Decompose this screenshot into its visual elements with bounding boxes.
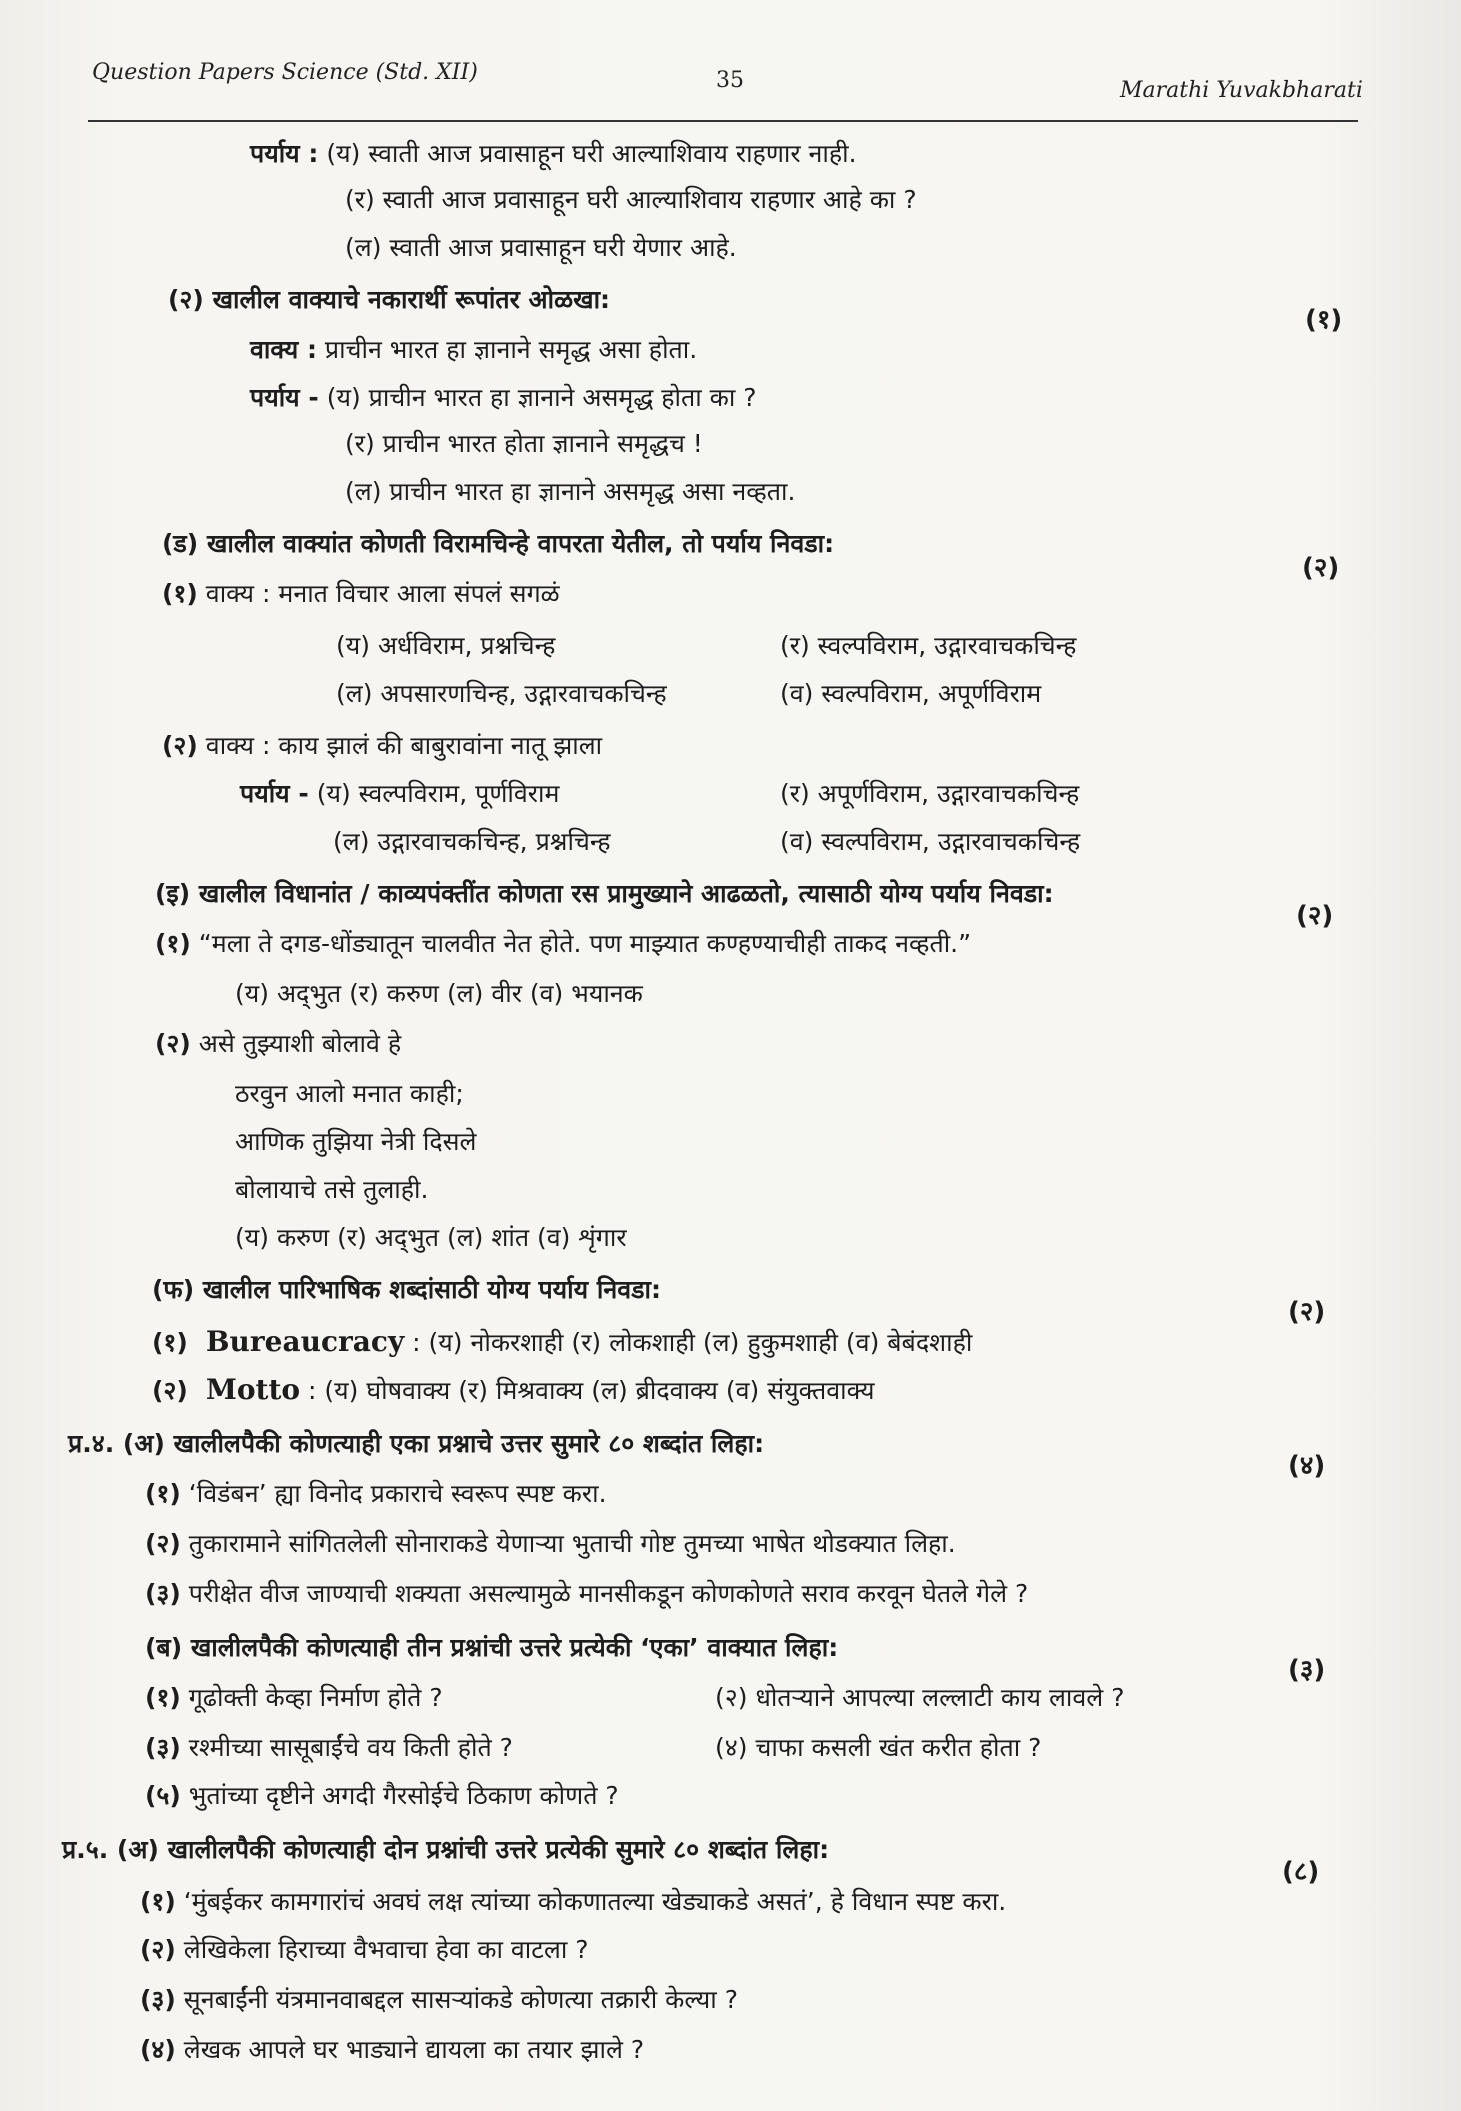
header-rule — [88, 120, 1358, 122]
text-line — [140, 1888, 1006, 1917]
text-line — [250, 336, 697, 365]
text-line — [162, 580, 560, 609]
line-text: “मला ते दगड-धोंड्यातून चालवीत नेत होते. पण माझ्यात कण्हण्याचीही ताकद नव्हती.” — [190, 929, 972, 958]
line-text: लेखिकेला हिराच्या वैभवाचा हेवा का वाटला ? — [175, 1935, 589, 1964]
line-text: (य) स्वाती आज प्रवासाहून घरी आल्याशिवाय राहणार नाही. — [318, 139, 857, 168]
text-line — [336, 632, 555, 661]
line-label: (२) — [140, 1935, 176, 1964]
line-text: (र) स्वाती आज प्रवासाहून घरी आल्याशिवाय राहणार आहे का ? — [345, 185, 917, 214]
text-line — [345, 234, 737, 263]
line-text: (र) स्वल्पविराम, उद्गारवाचकचिन्ह — [780, 631, 1077, 660]
line-label: (२) — [168, 285, 204, 314]
text-line — [345, 186, 917, 215]
term-english: Motto — [205, 1373, 301, 1406]
text-line — [235, 1176, 428, 1205]
line-text: (इ) खालील विधानांत / काव्यपंक्तींत कोणता रस प्रामुख्याने आढळतो, त्यासाठी योग्य पर्याय निवडा: — [155, 879, 1054, 908]
line-text: लेखक आपले घर भाड्याने द्यायला का तयार झाले ? — [175, 2035, 645, 2064]
line-text: (व) स्वल्पविराम, अपूर्णविराम — [780, 679, 1042, 708]
line-text: (व) स्वल्पविराम, उद्गारवाचकचिन्ह — [780, 827, 1081, 856]
text-line — [68, 1430, 764, 1459]
marks-value: (२) — [1296, 901, 1334, 931]
text-line — [62, 1836, 829, 1865]
text-line — [140, 1936, 589, 1965]
line-label: प्र.४. (अ) — [68, 1429, 165, 1458]
term-english: Bureaucracy — [205, 1325, 405, 1358]
line-text: (य) करुण (र) अद्‌भुत (ल) शांत (व) शृंगार — [235, 1223, 627, 1252]
text-line — [780, 828, 1080, 857]
line-text: (य) स्वल्पविराम, पूर्णविराम — [308, 779, 560, 808]
text-line — [235, 1224, 627, 1253]
text-line — [162, 732, 602, 761]
line-label: (३) — [145, 1579, 181, 1608]
line-text: (र) प्राचीन भारत होता ज्ञानाने समृद्धच ! — [345, 429, 703, 458]
line-text: खालील पारिभाषिक शब्दांसाठी योग्य पर्याय निवडा: — [194, 1275, 661, 1304]
text-line — [162, 530, 834, 559]
text-line — [140, 2036, 644, 2065]
marks-value: (२) — [1288, 1297, 1326, 1327]
line-text: रश्मीच्या सासूबाईंचे वय किती होते ? — [180, 1733, 513, 1762]
line-text: वाक्य : काय झालं की बाबुरावांना नातू झाला — [197, 731, 603, 760]
marks-value: (४) — [1288, 1451, 1326, 1481]
line-label: (३) — [140, 1985, 176, 2014]
line-text: भुतांच्या दृष्टीने अगदी गैरसोईचे ठिकाण कोणते ? — [180, 1781, 619, 1810]
line-text: खालीलपैकी कोणत्याही एका प्रश्नाचे उत्तर सुमारे ८० शब्दांत लिहा: — [164, 1429, 765, 1458]
text-line — [345, 478, 795, 507]
line-text: खालीलपैकी कोणत्याही दोन प्रश्नांची उत्तरे प्रत्येकी सुमारे ८० शब्दांत लिहा: — [158, 1835, 830, 1864]
header-left: Question Papers Science (Std. XII) — [92, 60, 478, 85]
line-text: खालीलपैकी कोणत्याही तीन प्रश्नांची उत्तरे प्रत्येकी ‘एका’ वाक्यात लिहा: — [182, 1633, 839, 1662]
line-label: (२) — [155, 1029, 191, 1058]
text-line — [145, 1580, 1028, 1609]
line-text: : (य) नोकरशाही (र) लोकशाही (ल) हुकुमशाही (व) बेबंदशाही — [404, 1328, 973, 1357]
line-text: सूनबाईंनी यंत्रमानवाबद्दल सासऱ्यांकडे कोणत्या तक्रारी केल्या ? — [175, 1985, 738, 2014]
line-text: तुकारामाने सांगितलेली सोनाराकडे येणाऱ्या भुताची गोष्ट तुमच्या भाषेत थोडक्यात लिहा. — [180, 1529, 956, 1558]
text-line — [145, 1530, 956, 1559]
line-label: पर्याय - — [250, 383, 319, 412]
line-text: : (य) घोषवाक्य (र) मिश्रवाक्य (ल) ब्रीदवाक्य (व) संयुक्तवाक्य — [300, 1376, 875, 1405]
text-line — [780, 680, 1041, 709]
line-text: आणिक तुझिया नेत्री दिसले — [235, 1127, 477, 1156]
text-line — [140, 1986, 738, 2015]
line-text: (ल) अपसारणचिन्ह, उद्गारवाचकचिन्ह — [336, 679, 667, 708]
text-line — [345, 430, 703, 459]
text-line — [336, 680, 667, 709]
line-label: (३) — [145, 1733, 181, 1762]
line-label: (५) — [145, 1781, 181, 1810]
text-line — [152, 1374, 875, 1406]
line-text: असे तुझ्याशी बोलावे हे — [190, 1029, 402, 1058]
line-label: (१) — [145, 1683, 181, 1712]
line-text: (य) अर्धविराम, प्रश्नचिन्ह — [336, 631, 556, 660]
line-text: (य) प्राचीन भारत हा ज्ञानाने असमृद्ध होता का ? — [318, 383, 757, 412]
line-text: वाक्य : मनात विचार आला संपलं सगळं — [197, 579, 560, 608]
text-line — [235, 1080, 464, 1109]
line-text: (ल) प्राचीन भारत हा ज्ञानाने असमृद्ध असा नव्हता. — [345, 477, 796, 506]
text-line — [152, 1326, 972, 1358]
line-label: (१) — [145, 1479, 181, 1508]
text-line — [250, 140, 857, 169]
line-label: (१) — [152, 1328, 188, 1357]
text-line — [145, 1480, 607, 1509]
line-text: (र) अपूर्णविराम, उद्गारवाचकचिन्ह — [780, 779, 1080, 808]
line-label: प्र.५. (अ) — [62, 1835, 159, 1864]
line-label: (२) — [162, 731, 198, 760]
line-label: (ड) — [162, 529, 199, 558]
line-label: (ब) — [145, 1633, 183, 1662]
line-label: (२) — [145, 1529, 181, 1558]
line-label: (२) — [152, 1376, 188, 1405]
line-text: परीक्षेत वीज जाण्याची शक्यता असल्यामुळे मानसीकडून कोणकोणते सराव करवून घेतले गेले ? — [180, 1579, 1029, 1608]
line-label: (४) — [140, 2035, 176, 2064]
line-text: खालील वाक्यांत कोणती विरामचिन्हे वापरता येतील, तो पर्याय निवडा: — [198, 529, 835, 558]
text-line — [152, 1276, 661, 1305]
line-label: वाक्य : — [250, 335, 317, 364]
text-line — [780, 632, 1076, 661]
line-label: (१) — [162, 579, 198, 608]
page-number: 35 — [716, 68, 744, 93]
line-text: खालील वाक्याचे नकारार्थी रूपांतर ओळखा: — [203, 285, 611, 314]
line-label: पर्याय : — [250, 139, 319, 168]
text-line — [235, 980, 643, 1009]
line-text: ‘विडंबन’ ह्या विनोद प्रकाराचे स्वरूप स्पष्ट करा. — [180, 1479, 607, 1508]
text-line — [235, 1128, 477, 1157]
marks-value: (८) — [1282, 1857, 1320, 1887]
line-text: (ल) स्वाती आज प्रवासाहून घरी येणार आहे. — [345, 233, 737, 262]
text-line — [145, 1734, 513, 1763]
line-label: पर्याय - — [240, 779, 309, 808]
line-text: बोलायाचे तसे तुलाही. — [235, 1175, 429, 1204]
text-line — [155, 1030, 401, 1059]
header-right: Marathi Yuvakbharati — [1120, 78, 1363, 103]
text-line — [715, 1734, 1041, 1763]
text-line — [155, 880, 1054, 909]
line-text: गूढोक्ती केव्हा निर्माण होते ? — [180, 1683, 443, 1712]
text-line — [168, 286, 610, 315]
line-text: (२) धोतऱ्याने आपल्या लल्लाटी काय लावले ? — [715, 1683, 1125, 1712]
text-line — [145, 1634, 838, 1663]
text-line — [333, 828, 611, 857]
line-text: (य) अद्‌भुत (र) करुण (ल) वीर (व) भयानक — [235, 979, 643, 1008]
text-line — [155, 930, 971, 959]
marks-value: (३) — [1288, 1655, 1326, 1685]
line-text: ठरवुन आलो मनात काही; — [235, 1079, 464, 1108]
line-text: (ल) उद्गारवाचकचिन्ह, प्रश्नचिन्ह — [333, 827, 611, 856]
line-text: (४) चाफा कसली खंत करीत होता ? — [715, 1733, 1042, 1762]
text-line — [145, 1684, 443, 1713]
line-label: (फ) — [152, 1275, 195, 1304]
line-label: (१) — [140, 1887, 176, 1916]
line-text: प्राचीन भारत हा ज्ञानाने समृद्ध असा होता. — [316, 335, 698, 364]
text-line — [780, 780, 1079, 809]
line-label: (१) — [155, 929, 191, 958]
text-line — [145, 1782, 619, 1811]
text-line — [240, 780, 559, 809]
line-text: ‘मुंबईकर कामगारांचं अवघं लक्ष त्यांच्या कोकणातल्या खेड्याकडे असतं’, हे विधान स्पष्ट करा. — [175, 1887, 1007, 1916]
text-line — [715, 1684, 1124, 1713]
text-line — [250, 384, 757, 413]
marks-value: (२) — [1302, 553, 1340, 583]
marks-value: (१) — [1305, 305, 1343, 335]
